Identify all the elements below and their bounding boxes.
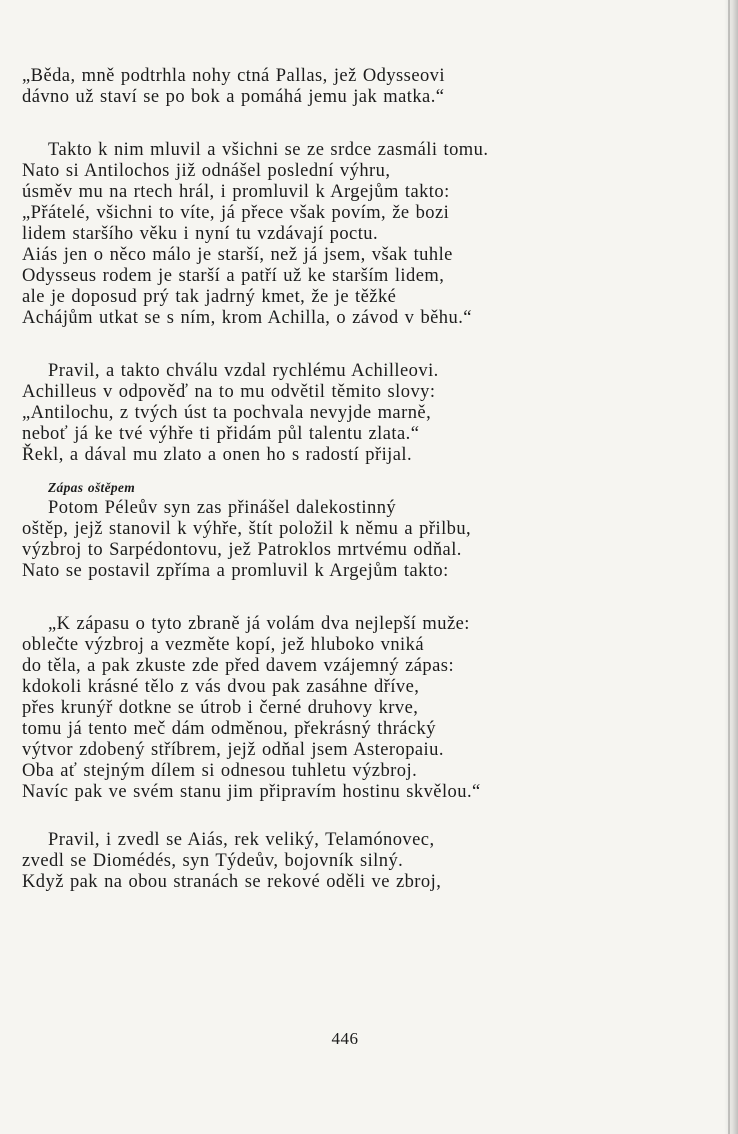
verse-line: Pravil, a takto chválu vzdal rychlému Achilleovi. bbox=[48, 361, 439, 381]
verse-line: Navíc pak ve svém stanu jim připravím hostinu skvělou.“ bbox=[22, 782, 481, 802]
verse-line: „Antilochu, z tvých úst ta pochvala nevyjde marně, bbox=[22, 403, 432, 423]
paragraph-gap bbox=[22, 803, 702, 830]
section-block bbox=[22, 478, 702, 582]
verse-line: Potom Péleův syn zas přinášel dalekostinný bbox=[48, 498, 397, 518]
verse-line: „K zápasu o tyto zbraně já volám dva nejlepší muže: bbox=[48, 614, 470, 634]
paragraph-gap bbox=[22, 582, 702, 614]
paragraph bbox=[22, 66, 702, 108]
verse-line: „Běda, mně podtrhla nohy ctná Pallas, jež Odysseovi bbox=[22, 66, 445, 86]
verse-line: Řekl, a dával mu zlato a onen ho s radostí přijal. bbox=[22, 445, 413, 465]
verse-line: Achájům utkat se s ním, krom Achilla, o závod v běhu.“ bbox=[22, 308, 472, 328]
verse-line: Když pak na obou stranách se rekové oděli ve zbroj, bbox=[22, 872, 442, 892]
verse-line: „Přátelé, všichni to víte, já přece však povím, že bozi bbox=[22, 203, 450, 223]
verse-line: Pravil, i zvedl se Aiás, rek veliký, Telamónovec, bbox=[48, 830, 435, 850]
paragraph bbox=[22, 361, 702, 466]
paragraph-gap bbox=[22, 466, 702, 478]
verse-line: do těla, a pak zkuste zde před davem vzájemný zápas: bbox=[22, 656, 455, 676]
verse-line: dávno už staví se po bok a pomáhá jemu jak matka.“ bbox=[22, 87, 445, 107]
verse-line: oštěp, jejž stanovil k výhře, štít položil k němu a přilbu, bbox=[22, 519, 472, 539]
verse-line: zvedl se Diomédés, syn Týdeův, bojovník silný. bbox=[22, 851, 404, 871]
paragraph bbox=[22, 140, 702, 329]
verse-line: Takto k nim mluvil a všichni se ze srdce zasmáli tomu. bbox=[48, 140, 489, 160]
verse-line: oblečte výzbroj a vezměte kopí, jež hluboko vniká bbox=[22, 635, 425, 655]
verse-line: Oba ať stejným dílem si odnesou tuhletu výzbroj. bbox=[22, 761, 418, 781]
paragraph-gap bbox=[22, 108, 702, 140]
page-number: 446 bbox=[331, 1029, 359, 1048]
verse-line: Nato si Antilochos již odnášel poslední výhru, bbox=[22, 161, 391, 181]
verse-line: úsměv mu na rtech hrál, i promluvil k Argejům takto: bbox=[22, 182, 450, 202]
paragraph-gap bbox=[22, 329, 702, 361]
verse-line: Odysseus rodem je starší a patří už ke starším lidem, bbox=[22, 266, 445, 286]
section-title: Zápas oštěpem bbox=[48, 480, 136, 495]
verse-line: tomu já tento meč dám odměnou, překrásný thrácký bbox=[22, 719, 436, 739]
verse-line: Nato se postavil zpříma a promluvil k Argejům takto: bbox=[22, 561, 449, 581]
verse-line: neboť já ke tvé výhře ti přidám půl talentu zlata.“ bbox=[22, 424, 420, 444]
verse-line: Achilleus v odpověď na to mu odvětil těmito slovy: bbox=[22, 382, 436, 402]
page-edge-shadow bbox=[724, 0, 738, 1134]
paragraph bbox=[22, 614, 702, 803]
verse-line: výzbroj to Sarpédontovu, jež Patroklos mrtvému odňal. bbox=[22, 540, 462, 560]
verse-line: lidem staršího věku i nyní tu vzdávají poctu. bbox=[22, 224, 379, 244]
verse-line: Aiás jen o něco málo je starší, než já jsem, však tuhle bbox=[22, 245, 453, 265]
verse-line: ale je doposud prý tak jadrný kmet, že je těžké bbox=[22, 287, 397, 307]
page-text bbox=[22, 66, 702, 893]
verse-line: kdokoli krásné tělo z vás dvou pak zasáhne dříve, bbox=[22, 677, 420, 697]
verse-line: přes krunýř dotkne se útrob i černé druhovy krve, bbox=[22, 698, 419, 718]
paragraph bbox=[22, 830, 702, 893]
verse-line: výtvor zdobený stříbrem, jejž odňal jsem Asteropaiu. bbox=[22, 740, 444, 760]
